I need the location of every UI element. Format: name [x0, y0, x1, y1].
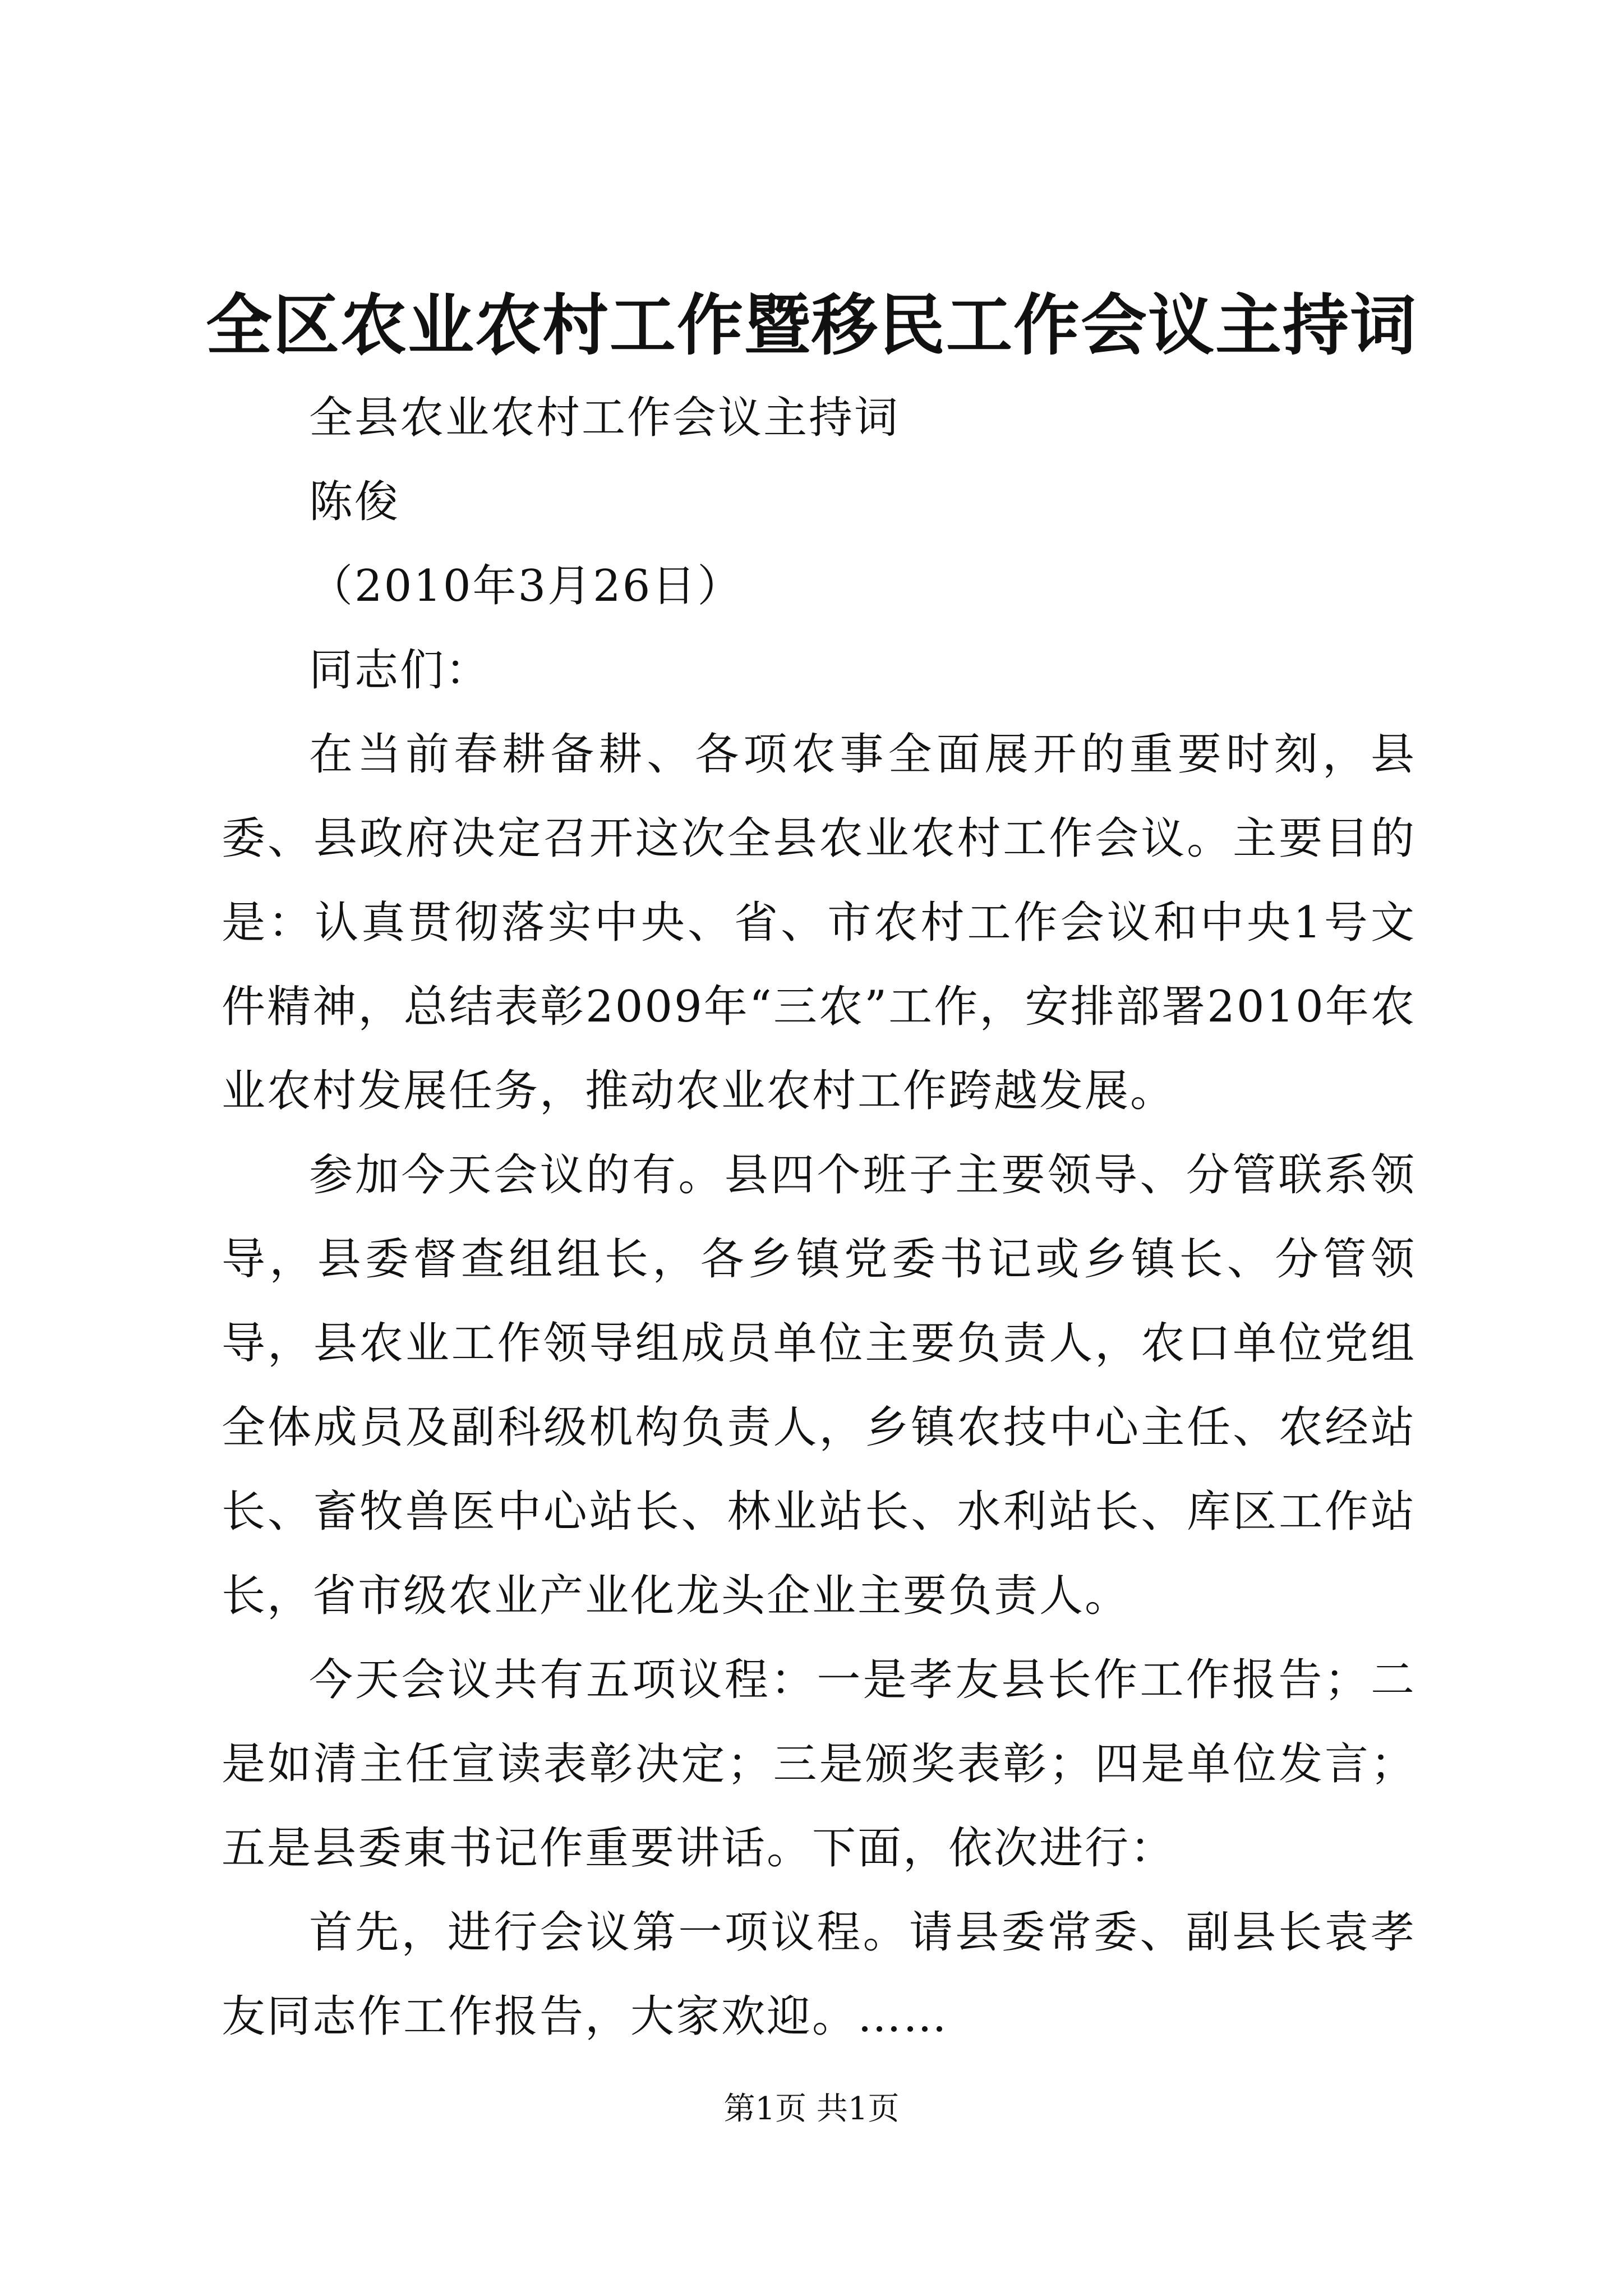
document-date: （2010年3月26日）: [309, 561, 743, 611]
document-title: 全区农业农村工作暨移民工作会议主持词: [205, 286, 1417, 364]
body-paragraph: 参加今天会议的有。县四个班子主要领导、分管联系领导，县委督查组组长，各乡镇党委书记或乡镇长、分管领导，县农业工作领导组成员单位主要负责人，农口单位党组全体成员及副科级机构负责人，乡镇农技中心主任、农经站长、畜牧兽医中心站长、林业站长、水利站长、库区工作站长，省市级农业产业化龙头企业主要负责人。: [222, 1150, 1416, 1621]
body-paragraph: 今天会议共有五项议程：一是孝友县长作工作报告；二是如清主任宣读表彰决定；三是颁奖表彰；四是单位发言；五是县委東书记作重要讲话。下面，依次进行：: [222, 1655, 1416, 1874]
document-body: [222, 376, 1416, 2059]
body-paragraph: 首先，进行会议第一项议程。请县委常委、副县长袁孝友同志作工作报告，大家欢迎。……: [222, 1907, 1416, 2042]
document-salutation: 同志们：: [309, 645, 491, 696]
body-paragraph: 在当前春耕备耕、各项农事全面展开的重要时刻，县委、县政府决定召开这次全县农业农村工作会议。主要目的是：认真贯彻落实中央、省、市农村工作会议和中央1号文件精神，总结表彰2009年“三农”工作，安排部署2010年农业农村发展任务，推动农业农村工作跨越发展。: [222, 729, 1416, 1116]
page-footer: 第1页 共1页: [723, 2091, 900, 2127]
document-author: 陈俊: [309, 477, 400, 527]
document-subtitle: 全县农业农村工作会议主持词: [309, 393, 900, 443]
